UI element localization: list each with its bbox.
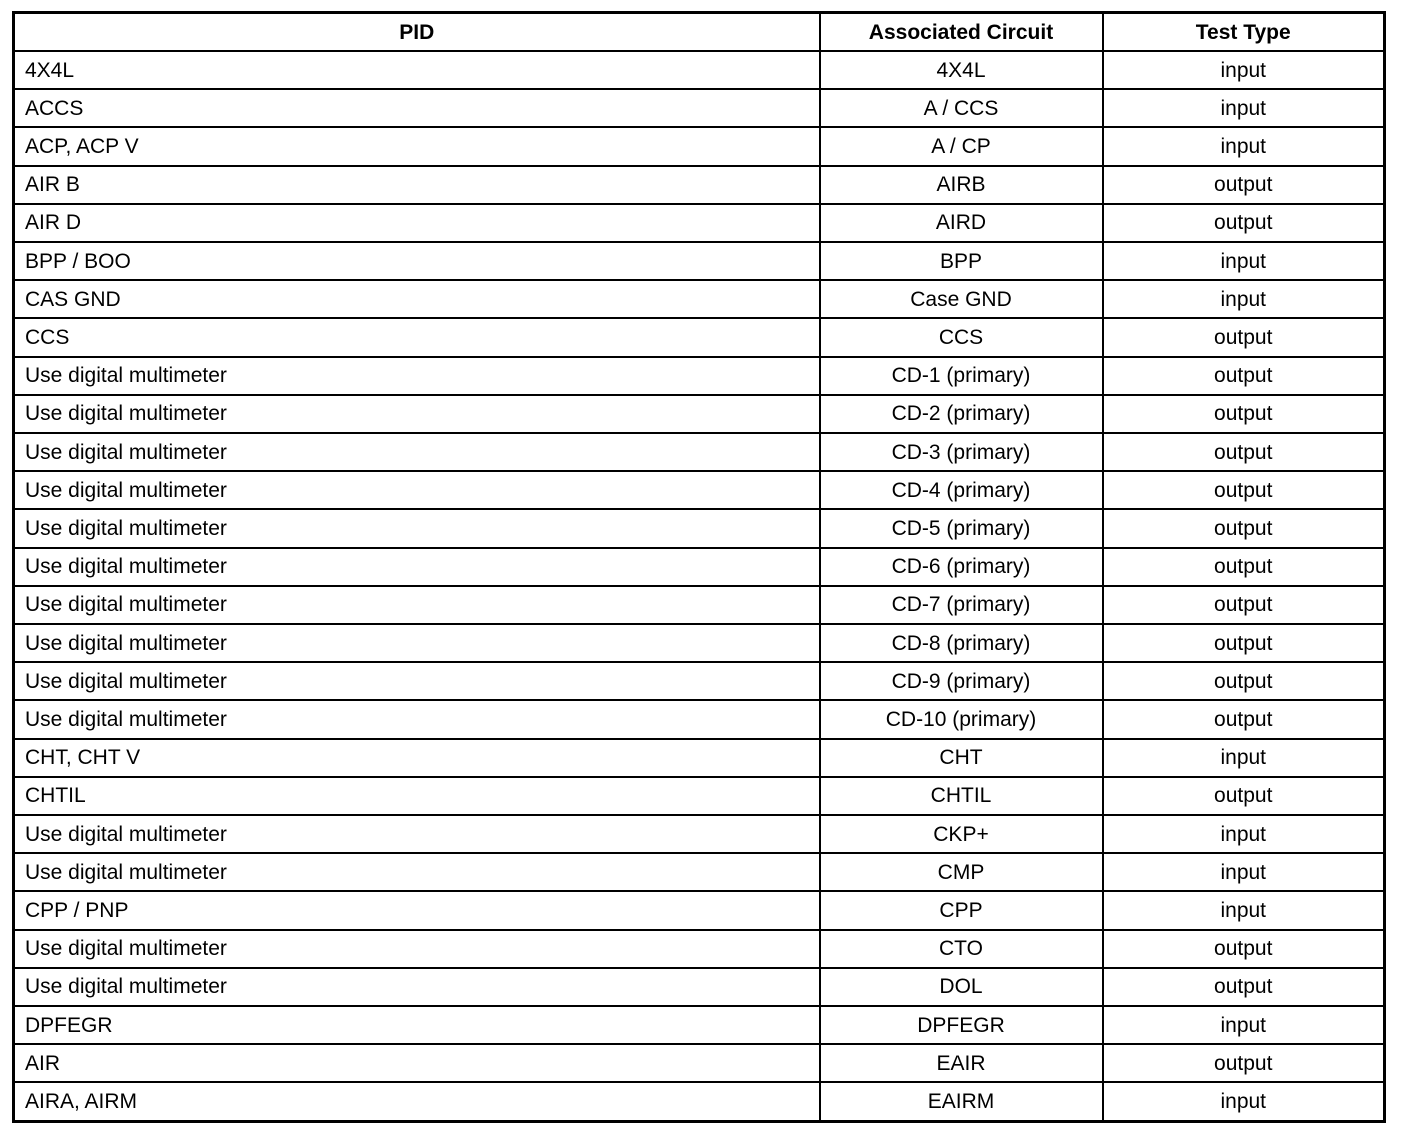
pid-cell: Use digital multimeter <box>14 395 820 433</box>
circuit-cell: BPP <box>820 242 1103 280</box>
test-type-cell: output <box>1103 471 1385 509</box>
table-row <box>14 318 1385 356</box>
table-row <box>14 242 1385 280</box>
circuit-cell: CPP <box>820 891 1103 929</box>
circuit-cell: CCS <box>820 318 1103 356</box>
circuit-cell: CD-8 (primary) <box>820 624 1103 662</box>
test-type-cell: output <box>1103 586 1385 624</box>
test-type-cell: input <box>1103 739 1385 777</box>
circuit-cell: CD-7 (primary) <box>820 586 1103 624</box>
test-type-cell: output <box>1103 930 1385 968</box>
circuit-cell: DPFEGR <box>820 1006 1103 1044</box>
table-row <box>14 395 1385 433</box>
pid-cell: ACP, ACP V <box>14 127 820 165</box>
test-type-cell: output <box>1103 166 1385 204</box>
table-row <box>14 548 1385 586</box>
table-header-row <box>14 13 1385 52</box>
pid-cell: Use digital multimeter <box>14 471 820 509</box>
table-row <box>14 1006 1385 1044</box>
table-row <box>14 280 1385 318</box>
pid-cell: CPP / PNP <box>14 891 820 929</box>
pid-cell: AIR B <box>14 166 820 204</box>
circuit-cell: CMP <box>820 853 1103 891</box>
table-body <box>14 51 1385 1122</box>
table-row <box>14 853 1385 891</box>
circuit-cell: A / CP <box>820 127 1103 165</box>
circuit-cell: CHT <box>820 739 1103 777</box>
circuit-cell: AIRB <box>820 166 1103 204</box>
pid-cell: Use digital multimeter <box>14 586 820 624</box>
pid-cell: CAS GND <box>14 280 820 318</box>
circuit-cell: CTO <box>820 930 1103 968</box>
pid-cell: Use digital multimeter <box>14 509 820 547</box>
pid-cell: CHT, CHT V <box>14 739 820 777</box>
table-row <box>14 586 1385 624</box>
test-type-cell: input <box>1103 1006 1385 1044</box>
pid-cell: Use digital multimeter <box>14 433 820 471</box>
table-row <box>14 739 1385 777</box>
pid-cell: 4X4L <box>14 51 820 89</box>
pid-cell: Use digital multimeter <box>14 357 820 395</box>
test-type-cell: output <box>1103 357 1385 395</box>
header-test-type: Test Type <box>1103 13 1385 52</box>
circuit-cell: CD-6 (primary) <box>820 548 1103 586</box>
circuit-cell: CD-3 (primary) <box>820 433 1103 471</box>
test-type-cell: output <box>1103 624 1385 662</box>
test-type-cell: input <box>1103 891 1385 929</box>
circuit-cell: CD-9 (primary) <box>820 662 1103 700</box>
circuit-cell: CD-1 (primary) <box>820 357 1103 395</box>
table-row <box>14 1082 1385 1121</box>
test-type-cell: output <box>1103 204 1385 242</box>
test-type-cell: output <box>1103 509 1385 547</box>
table-row <box>14 433 1385 471</box>
test-type-cell: input <box>1103 1082 1385 1121</box>
pid-cell: AIR D <box>14 204 820 242</box>
test-type-cell: output <box>1103 433 1385 471</box>
test-type-cell: input <box>1103 853 1385 891</box>
table-row <box>14 357 1385 395</box>
pid-cell: Use digital multimeter <box>14 700 820 738</box>
test-type-cell: output <box>1103 1044 1385 1082</box>
circuit-cell: CD-10 (primary) <box>820 700 1103 738</box>
pid-cell: Use digital multimeter <box>14 815 820 853</box>
circuit-cell: CHTIL <box>820 777 1103 815</box>
circuit-cell: EAIR <box>820 1044 1103 1082</box>
table-row <box>14 777 1385 815</box>
test-type-cell: input <box>1103 242 1385 280</box>
test-type-cell: input <box>1103 280 1385 318</box>
table-row <box>14 1044 1385 1082</box>
circuit-cell: CD-5 (primary) <box>820 509 1103 547</box>
test-type-cell: input <box>1103 815 1385 853</box>
table-row <box>14 204 1385 242</box>
test-type-cell: input <box>1103 89 1385 127</box>
pid-cell: Use digital multimeter <box>14 548 820 586</box>
pid-cell: CHTIL <box>14 777 820 815</box>
pid-circuit-table <box>12 11 1386 1123</box>
pid-cell: AIR <box>14 1044 820 1082</box>
test-type-cell: output <box>1103 662 1385 700</box>
pid-cell: Use digital multimeter <box>14 930 820 968</box>
test-type-cell: output <box>1103 700 1385 738</box>
circuit-cell: CD-2 (primary) <box>820 395 1103 433</box>
pid-cell: Use digital multimeter <box>14 662 820 700</box>
circuit-cell: Case GND <box>820 280 1103 318</box>
table-row <box>14 471 1385 509</box>
test-type-cell: input <box>1103 51 1385 89</box>
pid-cell: BPP / BOO <box>14 242 820 280</box>
test-type-cell: input <box>1103 127 1385 165</box>
circuit-cell: CKP+ <box>820 815 1103 853</box>
table-row <box>14 891 1385 929</box>
circuit-cell: DOL <box>820 968 1103 1006</box>
table-row <box>14 127 1385 165</box>
pid-cell: ACCS <box>14 89 820 127</box>
pid-cell: Use digital multimeter <box>14 853 820 891</box>
test-type-cell: output <box>1103 395 1385 433</box>
circuit-cell: AIRD <box>820 204 1103 242</box>
test-type-cell: output <box>1103 777 1385 815</box>
pid-cell: DPFEGR <box>14 1006 820 1044</box>
header-associated-circuit: Associated Circuit <box>820 13 1103 52</box>
circuit-cell: 4X4L <box>820 51 1103 89</box>
test-type-cell: output <box>1103 318 1385 356</box>
table-row <box>14 51 1385 89</box>
pid-cell: CCS <box>14 318 820 356</box>
table-row <box>14 968 1385 1006</box>
pid-cell: Use digital multimeter <box>14 624 820 662</box>
table-row <box>14 509 1385 547</box>
table-row <box>14 624 1385 662</box>
test-type-cell: output <box>1103 968 1385 1006</box>
table-row <box>14 815 1385 853</box>
circuit-cell: EAIRM <box>820 1082 1103 1121</box>
table-row <box>14 700 1385 738</box>
circuit-cell: CD-4 (primary) <box>820 471 1103 509</box>
test-type-cell: output <box>1103 548 1385 586</box>
header-pid: PID <box>14 13 820 52</box>
table-row <box>14 166 1385 204</box>
pid-cell: Use digital multimeter <box>14 968 820 1006</box>
table-row <box>14 89 1385 127</box>
pid-cell: AIRA, AIRM <box>14 1082 820 1121</box>
table-row <box>14 662 1385 700</box>
circuit-cell: A / CCS <box>820 89 1103 127</box>
table-row <box>14 930 1385 968</box>
